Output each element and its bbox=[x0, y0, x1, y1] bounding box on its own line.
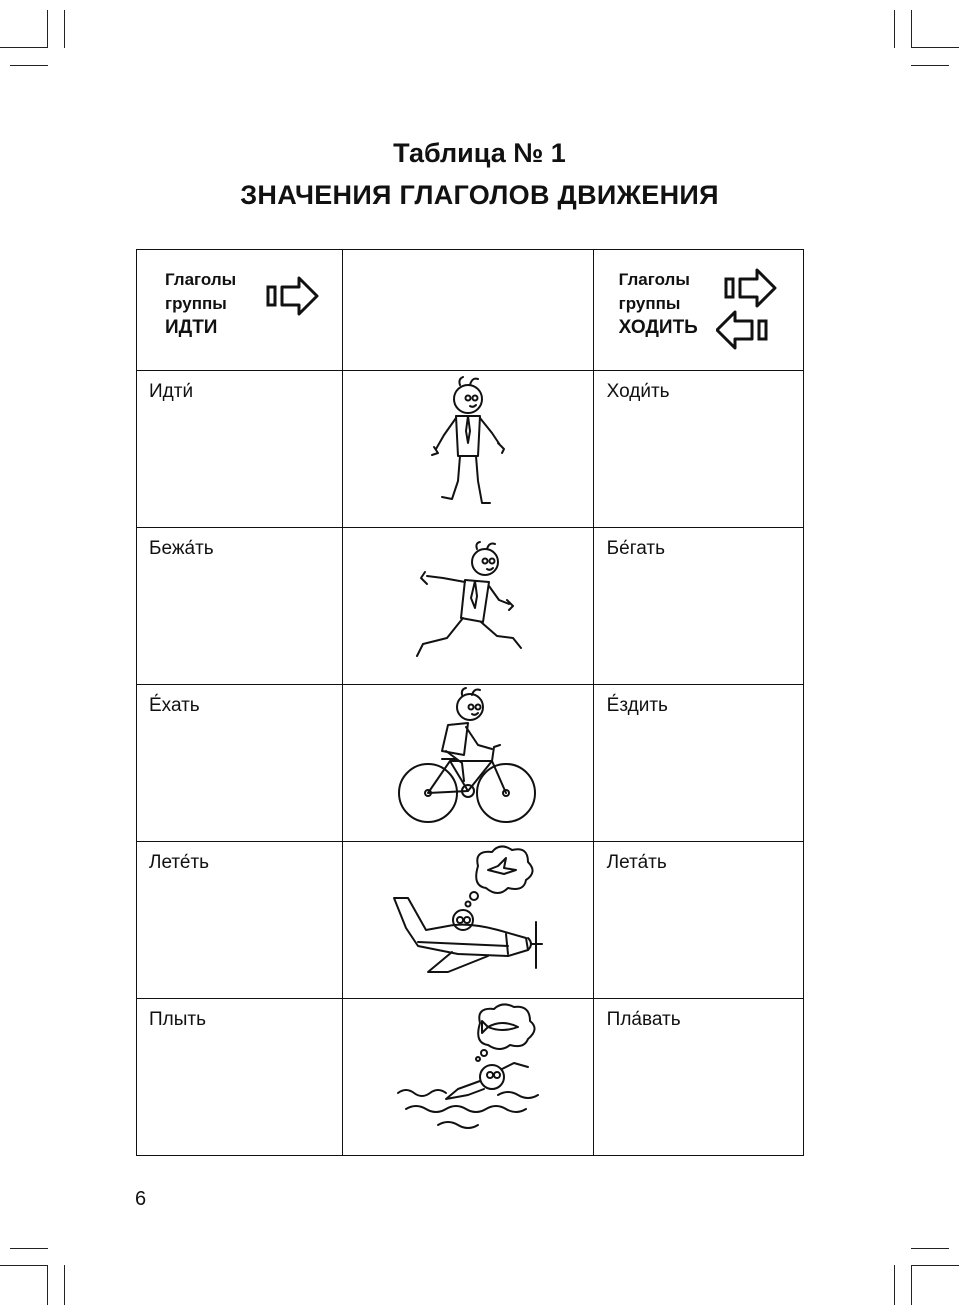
crop-mark bbox=[911, 1265, 912, 1305]
header-group-name: ХОДИТЬ bbox=[618, 317, 698, 338]
table-main-title: ЗНАЧЕНИЯ ГЛАГОЛОВ ДВИЖЕНИЯ bbox=[240, 180, 719, 210]
crop-mark bbox=[10, 1248, 48, 1249]
crop-mark bbox=[911, 65, 949, 66]
verb-idti-group: Идти́ bbox=[137, 371, 343, 528]
crop-mark bbox=[894, 1265, 895, 1305]
running-man-illustration bbox=[343, 528, 593, 685]
header-line: Глаголы bbox=[165, 270, 237, 289]
crop-mark bbox=[10, 65, 48, 66]
verb-idti-group: Бежа́ть bbox=[137, 528, 343, 685]
swimming-man-drawing bbox=[388, 999, 548, 1139]
verb-idti-group: Плыть bbox=[137, 999, 343, 1156]
table-row bbox=[137, 371, 804, 528]
table-header-row bbox=[137, 250, 804, 371]
crop-mark bbox=[47, 10, 48, 48]
bidirectional-arrows-icon bbox=[716, 262, 782, 356]
header-cell-khodit bbox=[593, 250, 803, 371]
flying-plane-illustration bbox=[343, 842, 593, 999]
header-line: Глаголы bbox=[618, 270, 690, 289]
crop-mark bbox=[47, 1265, 48, 1305]
table-number-title: Таблица № 1 bbox=[393, 138, 566, 168]
table-row bbox=[137, 842, 804, 999]
swimming-man-illustration bbox=[343, 999, 593, 1156]
crop-mark bbox=[64, 1265, 65, 1305]
crop-mark bbox=[0, 1265, 48, 1266]
verb-khodit-group: Ходи́ть bbox=[593, 371, 803, 528]
crop-mark bbox=[0, 47, 48, 48]
verb-khodit-group: Лета́ть bbox=[593, 842, 803, 999]
header-cell-idti bbox=[137, 250, 343, 371]
crop-mark bbox=[911, 1265, 959, 1266]
cycling-man-drawing bbox=[398, 685, 538, 829]
walking-man-illustration bbox=[343, 371, 593, 528]
single-arrow-right-icon bbox=[265, 275, 323, 319]
table-row bbox=[137, 685, 804, 842]
walking-man-drawing bbox=[418, 371, 518, 511]
header-line: группы bbox=[618, 294, 681, 313]
table-row bbox=[137, 528, 804, 685]
header-line: группы bbox=[165, 294, 227, 313]
flying-plane-drawing bbox=[388, 842, 548, 982]
header-label-idti bbox=[165, 268, 236, 340]
running-man-drawing bbox=[403, 528, 533, 668]
header-cell-empty bbox=[343, 250, 593, 371]
verbs-of-motion-table bbox=[136, 249, 804, 1156]
page-number: 6 bbox=[135, 1188, 147, 1210]
crop-mark bbox=[894, 10, 895, 48]
header-label-khodit bbox=[619, 268, 698, 340]
crop-mark bbox=[911, 10, 912, 48]
header-group-name: ИДТИ bbox=[165, 317, 218, 338]
cycling-man-illustration bbox=[343, 685, 593, 842]
verb-idti-group: Лете́ть bbox=[137, 842, 343, 999]
verb-khodit-group: Е́здить bbox=[593, 685, 803, 842]
table-row bbox=[137, 999, 804, 1156]
crop-mark bbox=[911, 47, 959, 48]
verb-khodit-group: Пла́вать bbox=[593, 999, 803, 1156]
crop-mark bbox=[64, 10, 65, 48]
crop-mark bbox=[911, 1248, 949, 1249]
verb-khodit-group: Бе́гать bbox=[593, 528, 803, 685]
verb-idti-group: Е́хать bbox=[137, 685, 343, 842]
